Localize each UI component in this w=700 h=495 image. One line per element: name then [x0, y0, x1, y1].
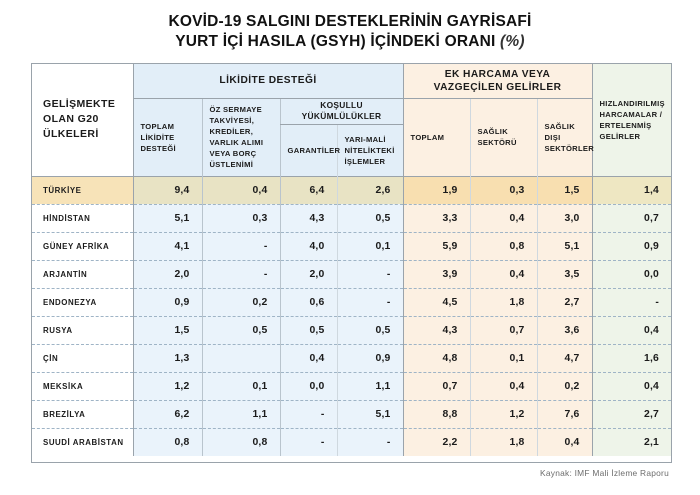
row-cell: 0,4: [280, 344, 337, 372]
row-cell: 1,9: [403, 176, 470, 204]
source-note: Kaynak: IMF Mali İzleme Raporu: [540, 468, 669, 478]
table-row[interactable]: [32, 260, 671, 288]
row-cell: -: [280, 428, 337, 456]
row-cell: 0,0: [280, 372, 337, 400]
row-cell: -: [280, 400, 337, 428]
table-row[interactable]: [32, 316, 671, 344]
row-cell: 0,4: [470, 372, 537, 400]
row-cell: 0,7: [470, 316, 537, 344]
table-row[interactable]: [32, 288, 671, 316]
row-country-label: SUUDİ ARABİSTAN: [32, 428, 133, 456]
row-cell: 0,5: [280, 316, 337, 344]
table-row[interactable]: [32, 176, 671, 204]
group-header-extra-spending: EK HARCAMA VEYA VAZGEÇİLEN GELİRLER: [403, 64, 592, 98]
row-cell: 5,1: [133, 204, 202, 232]
row-cell: 0,0: [592, 260, 671, 288]
row-cell: -: [592, 288, 671, 316]
row-cell: 0,4: [470, 260, 537, 288]
row-cell: 6,2: [133, 400, 202, 428]
row-cell: 0,3: [202, 204, 280, 232]
row-cell: 0,5: [337, 316, 403, 344]
row-cell: 6,4: [280, 176, 337, 204]
row-cell: 1,2: [470, 400, 537, 428]
row-cell: 7,6: [537, 400, 592, 428]
row-country-label: MEKSİKA: [32, 372, 133, 400]
table-row[interactable]: [32, 428, 671, 456]
row-country-label: ARJANTİN: [32, 260, 133, 288]
row-cell: 3,0: [537, 204, 592, 232]
row-cell: 0,5: [202, 316, 280, 344]
row-cell: 3,6: [537, 316, 592, 344]
row-cell: 3,3: [403, 204, 470, 232]
row-country-label: HİNDİSTAN: [32, 204, 133, 232]
row-cell: 0,4: [592, 372, 671, 400]
row-cell: 4,3: [280, 204, 337, 232]
row-cell: 1,5: [133, 316, 202, 344]
column-header-equity-loans: ÖZ SERMAYE TAKVİYESİ, KREDİLER, VARLIK ALIMI VEYA BORÇ ÜSTLENİMİ: [202, 98, 280, 176]
row-cell: 0,4: [592, 316, 671, 344]
column-header-quasi-fiscal: YARI-MALİ NİTELİKTEKİ İŞLEMLER: [337, 124, 403, 176]
row-country-label: ENDONEZYA: [32, 288, 133, 316]
row-cell: 1,5: [537, 176, 592, 204]
row-cell: 4,1: [133, 232, 202, 260]
row-cell: 0,7: [403, 372, 470, 400]
row-cell: 2,6: [337, 176, 403, 204]
row-cell: 2,7: [592, 400, 671, 428]
table-row[interactable]: [32, 400, 671, 428]
row-cell: [202, 344, 280, 372]
row-cell: 5,9: [403, 232, 470, 260]
column-header-extra-total: TOPLAM: [403, 98, 470, 176]
row-cell: 1,1: [202, 400, 280, 428]
table-row[interactable]: [32, 372, 671, 400]
column-header-non-health-sector: SAĞLIK DIŞI SEKTÖRLER: [537, 98, 592, 176]
page-title-line-1: KOVİD-19 SALGINI DESTEKLERİNİN GAYRİSAFİ: [168, 13, 532, 30]
row-cell: 4,8: [403, 344, 470, 372]
row-cell: 2,0: [133, 260, 202, 288]
row-cell: 0,8: [133, 428, 202, 456]
row-cell: 4,3: [403, 316, 470, 344]
column-header-guarantees: GARANTİLER: [280, 124, 337, 176]
row-cell: 4,5: [403, 288, 470, 316]
row-cell: 1,2: [133, 372, 202, 400]
row-cell: 0,9: [337, 344, 403, 372]
row-cell: 1,1: [337, 372, 403, 400]
table-row[interactable]: [32, 344, 671, 372]
row-cell: 8,8: [403, 400, 470, 428]
row-cell: 1,4: [592, 176, 671, 204]
row-cell: 1,6: [592, 344, 671, 372]
row-cell: 0,9: [592, 232, 671, 260]
row-cell: 3,9: [403, 260, 470, 288]
row-cell: 2,1: [592, 428, 671, 456]
data-table-container: [31, 63, 672, 463]
row-cell: -: [202, 232, 280, 260]
row-cell: 1,8: [470, 288, 537, 316]
row-country-label: RUSYA: [32, 316, 133, 344]
row-country-label: TÜRKİYE: [32, 176, 133, 204]
row-cell: 1,8: [470, 428, 537, 456]
row-cell: 0,7: [592, 204, 671, 232]
row-cell: 5,1: [337, 400, 403, 428]
row-cell: 4,7: [537, 344, 592, 372]
table-row[interactable]: [32, 232, 671, 260]
column-header-health-sector: SAĞLIK SEKTÖRÜ: [470, 98, 537, 176]
row-cell: 0,4: [537, 428, 592, 456]
row-cell: 0,6: [280, 288, 337, 316]
row-cell: 0,1: [202, 372, 280, 400]
row-cell: 9,4: [133, 176, 202, 204]
row-cell: 0,2: [537, 372, 592, 400]
row-cell: 0,4: [202, 176, 280, 204]
data-table: [32, 64, 671, 456]
row-country-label: BREZİLYA: [32, 400, 133, 428]
table-row[interactable]: [32, 204, 671, 232]
row-cell: -: [337, 428, 403, 456]
row-cell: 0,3: [470, 176, 537, 204]
row-cell: 0,4: [470, 204, 537, 232]
row-cell: -: [337, 288, 403, 316]
row-cell: 0,2: [202, 288, 280, 316]
row-cell: -: [337, 260, 403, 288]
row-country-label: ÇİN: [32, 344, 133, 372]
group-header-accelerated: HIZLANDIRILMIŞ HARCAMALAR / ERTELENMİŞ GELİRLER: [592, 64, 671, 176]
row-cell: 2,7: [537, 288, 592, 316]
row-cell: 2,0: [280, 260, 337, 288]
corner-header-cell: GELİŞMEKTE OLAN G20 ÜLKELERİ: [32, 64, 133, 176]
page-title-unit: (%): [500, 33, 525, 51]
header-row-groups: [32, 64, 671, 98]
row-country-label: GÜNEY AFRİKA: [32, 232, 133, 260]
page-title-line-2: YURT İÇİ HASILA (GSYH) İÇİNDEKİ ORANI: [175, 33, 496, 51]
row-cell: 1,3: [133, 344, 202, 372]
row-cell: 0,1: [470, 344, 537, 372]
row-cell: 0,9: [133, 288, 202, 316]
group-header-liquidity: LİKİDİTE DESTEĞİ: [133, 64, 403, 98]
row-cell: 0,8: [470, 232, 537, 260]
subgroup-header-contingent-liabilities: KOŞULLU YÜKÜMLÜLÜKLER: [280, 98, 403, 124]
row-cell: 4,0: [280, 232, 337, 260]
column-header-total-liquidity: TOPLAM LİKİDİTE DESTEĞİ: [133, 98, 202, 176]
row-cell: 0,5: [337, 204, 403, 232]
row-cell: 2,2: [403, 428, 470, 456]
row-cell: 0,8: [202, 428, 280, 456]
row-cell: 5,1: [537, 232, 592, 260]
row-cell: 3,5: [537, 260, 592, 288]
row-cell: -: [202, 260, 280, 288]
page-title: [0, 12, 700, 53]
row-cell: 0,1: [337, 232, 403, 260]
